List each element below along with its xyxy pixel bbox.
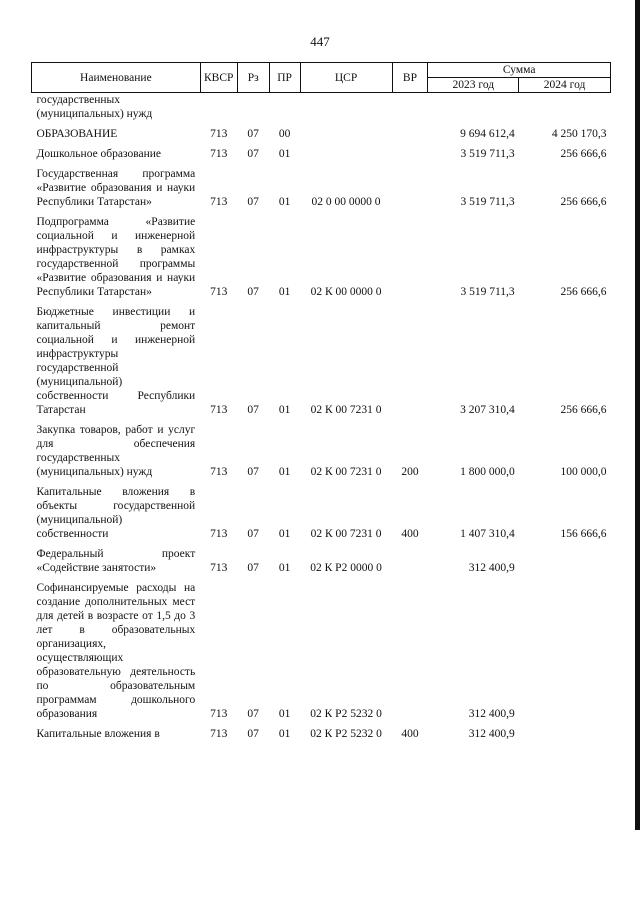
- row-rz: 07: [247, 404, 259, 416]
- row-csr: 02 К 00 7231 0: [310, 404, 382, 416]
- row-rz: 07: [247, 128, 259, 140]
- row-csr: 02 0 00 0000 0: [311, 196, 381, 208]
- table-row: [32, 420, 611, 482]
- header-name: Наименование: [32, 63, 201, 93]
- row-sum-2023: 1 800 000,0: [460, 466, 515, 478]
- row-pr: 01: [278, 196, 291, 208]
- row-csr: 02 К P2 5232 0: [310, 708, 382, 720]
- row-name: Бюджетные инвестиции и капитальный ремонт социальной и инженерной инфраструктуры государственной (муниципальной) собственности Республики Татарстан: [36, 306, 196, 416]
- row-vr: [392, 164, 428, 212]
- table-row: [32, 482, 611, 544]
- row-kvsr: 713: [210, 708, 228, 720]
- row-rz: 07: [247, 708, 259, 720]
- row-csr: [300, 144, 392, 164]
- row-rz: 07: [247, 286, 259, 298]
- row-kvsr: 713: [210, 286, 228, 298]
- header-year-2023: 2023 год: [428, 78, 519, 93]
- row-name: Софинансируемые расходы на создание дополнительных мест для детей в возрасте от 1,5 до 3 лет в образовательных организациях, осуществляющих образовательную деятельность по образовательным программам дошкольного образования: [36, 582, 196, 720]
- scan-edge: [635, 0, 640, 830]
- row-kvsr: 713: [210, 128, 228, 140]
- row-vr: [392, 144, 428, 164]
- row-kvsr: 713: [210, 466, 228, 478]
- row-name: Государственная программа «Развитие образования и науки Республики Татарстан»: [36, 168, 196, 208]
- row-sum-2024: 4 250 170,3: [551, 128, 607, 140]
- row-sum-2024: 256 666,6: [560, 148, 607, 160]
- header-year-2024: 2024 год: [519, 78, 611, 93]
- header-sum: Сумма: [428, 63, 611, 78]
- header-vr: ВР: [392, 63, 428, 93]
- row-kvsr: [200, 93, 237, 125]
- row-csr: 02 К 00 7231 0: [310, 528, 382, 540]
- row-sum-2024: 256 666,6: [560, 196, 607, 208]
- row-sum-2023: 3 519 711,3: [460, 148, 515, 160]
- row-csr: [300, 124, 392, 144]
- row-kvsr: 713: [210, 148, 228, 160]
- row-sum-2024: 256 666,6: [560, 286, 607, 298]
- row-name: государственных (муниципальных) нужд: [36, 94, 153, 120]
- row-sum-2024: [519, 724, 611, 744]
- row-kvsr: 713: [210, 404, 228, 416]
- row-sum-2023: 312 400,9: [468, 708, 515, 720]
- header-kvsr: КВСР: [200, 63, 237, 93]
- row-vr: [392, 212, 428, 302]
- row-name: Капитальные вложения в: [36, 728, 160, 740]
- row-sum-2023: 3 519 711,3: [460, 286, 515, 298]
- header-rz: Рз: [237, 63, 269, 93]
- row-pr: 01: [278, 528, 291, 540]
- header-pr: ПР: [269, 63, 300, 93]
- row-kvsr: 713: [210, 728, 228, 740]
- row-sum-2023: 9 694 612,4: [460, 128, 515, 140]
- row-sum-2023: [428, 93, 519, 125]
- row-pr: [269, 93, 300, 125]
- row-csr: 02 К P2 0000 0: [310, 562, 382, 574]
- row-name: Дошкольное образование: [36, 148, 162, 160]
- table-row: [32, 164, 611, 212]
- row-sum-2023: 312 400,9: [468, 562, 515, 574]
- row-vr: 200: [401, 466, 419, 478]
- row-sum-2024: [519, 93, 611, 125]
- row-kvsr: 713: [210, 528, 228, 540]
- row-sum-2023: 3 207 310,4: [460, 404, 515, 416]
- row-pr: 00: [278, 128, 291, 140]
- row-sum-2023: 1 407 310,4: [460, 528, 515, 540]
- row-csr: 02 К 00 7231 0: [310, 466, 382, 478]
- row-vr: [392, 302, 428, 420]
- row-vr: [392, 544, 428, 578]
- row-name: Закупка товаров, работ и услуг для обеспечения государственных (муниципальных) нужд: [36, 424, 196, 478]
- row-pr: 01: [278, 708, 291, 720]
- table-row: [32, 578, 611, 724]
- row-sum-2024: 256 666,6: [560, 404, 607, 416]
- row-name: Федеральный проект «Содействие занятости»: [36, 548, 196, 574]
- page-number: 447: [310, 34, 330, 49]
- row-sum-2023: 312 400,9: [468, 728, 515, 740]
- row-vr: 400: [401, 528, 419, 540]
- row-vr: [392, 578, 428, 724]
- row-rz: 07: [247, 562, 259, 574]
- row-sum-2024: [519, 544, 611, 578]
- header-csr: ЦСР: [300, 63, 392, 93]
- table-row: [32, 212, 611, 302]
- row-kvsr: 713: [210, 562, 228, 574]
- table-row: [32, 93, 611, 125]
- table-row: [32, 544, 611, 578]
- row-csr: [300, 93, 392, 125]
- row-rz: 07: [247, 528, 259, 540]
- row-rz: 07: [247, 728, 259, 740]
- row-pr: 01: [278, 466, 291, 478]
- row-rz: [237, 93, 269, 125]
- table-row: [32, 144, 611, 164]
- row-sum-2024: 156 666,6: [560, 528, 607, 540]
- row-sum-2023: 3 519 711,3: [460, 196, 515, 208]
- row-name: Капитальные вложения в объекты государственной (муниципальной) собственности: [36, 486, 196, 540]
- table-row: [32, 724, 611, 744]
- row-pr: 01: [278, 404, 291, 416]
- row-name: ОБРАЗОВАНИЕ: [36, 128, 118, 140]
- row-pr: 01: [278, 562, 291, 574]
- table-row: [32, 302, 611, 420]
- row-vr: [392, 124, 428, 144]
- row-rz: 07: [247, 148, 259, 160]
- table-row: [32, 124, 611, 144]
- budget-table: [31, 62, 611, 744]
- table-header: [32, 63, 611, 93]
- row-kvsr: 713: [210, 196, 228, 208]
- row-pr: 01: [278, 728, 291, 740]
- row-csr: 02 К 00 0000 0: [310, 286, 382, 298]
- row-pr: 01: [278, 148, 291, 160]
- row-vr: 400: [401, 728, 419, 740]
- row-sum-2024: 100 000,0: [560, 466, 607, 478]
- row-pr: 01: [278, 286, 291, 298]
- row-csr: 02 К P2 5232 0: [310, 728, 382, 740]
- row-rz: 07: [247, 466, 259, 478]
- table-body: [32, 93, 611, 745]
- row-rz: 07: [247, 196, 259, 208]
- row-vr: [392, 93, 428, 125]
- row-name: Подпрограмма «Развитие социальной и инженерной инфраструктуры в рамках государственной программы «Развитие образования и науки Республики Татарстан»: [36, 216, 196, 298]
- row-sum-2024: [519, 578, 611, 724]
